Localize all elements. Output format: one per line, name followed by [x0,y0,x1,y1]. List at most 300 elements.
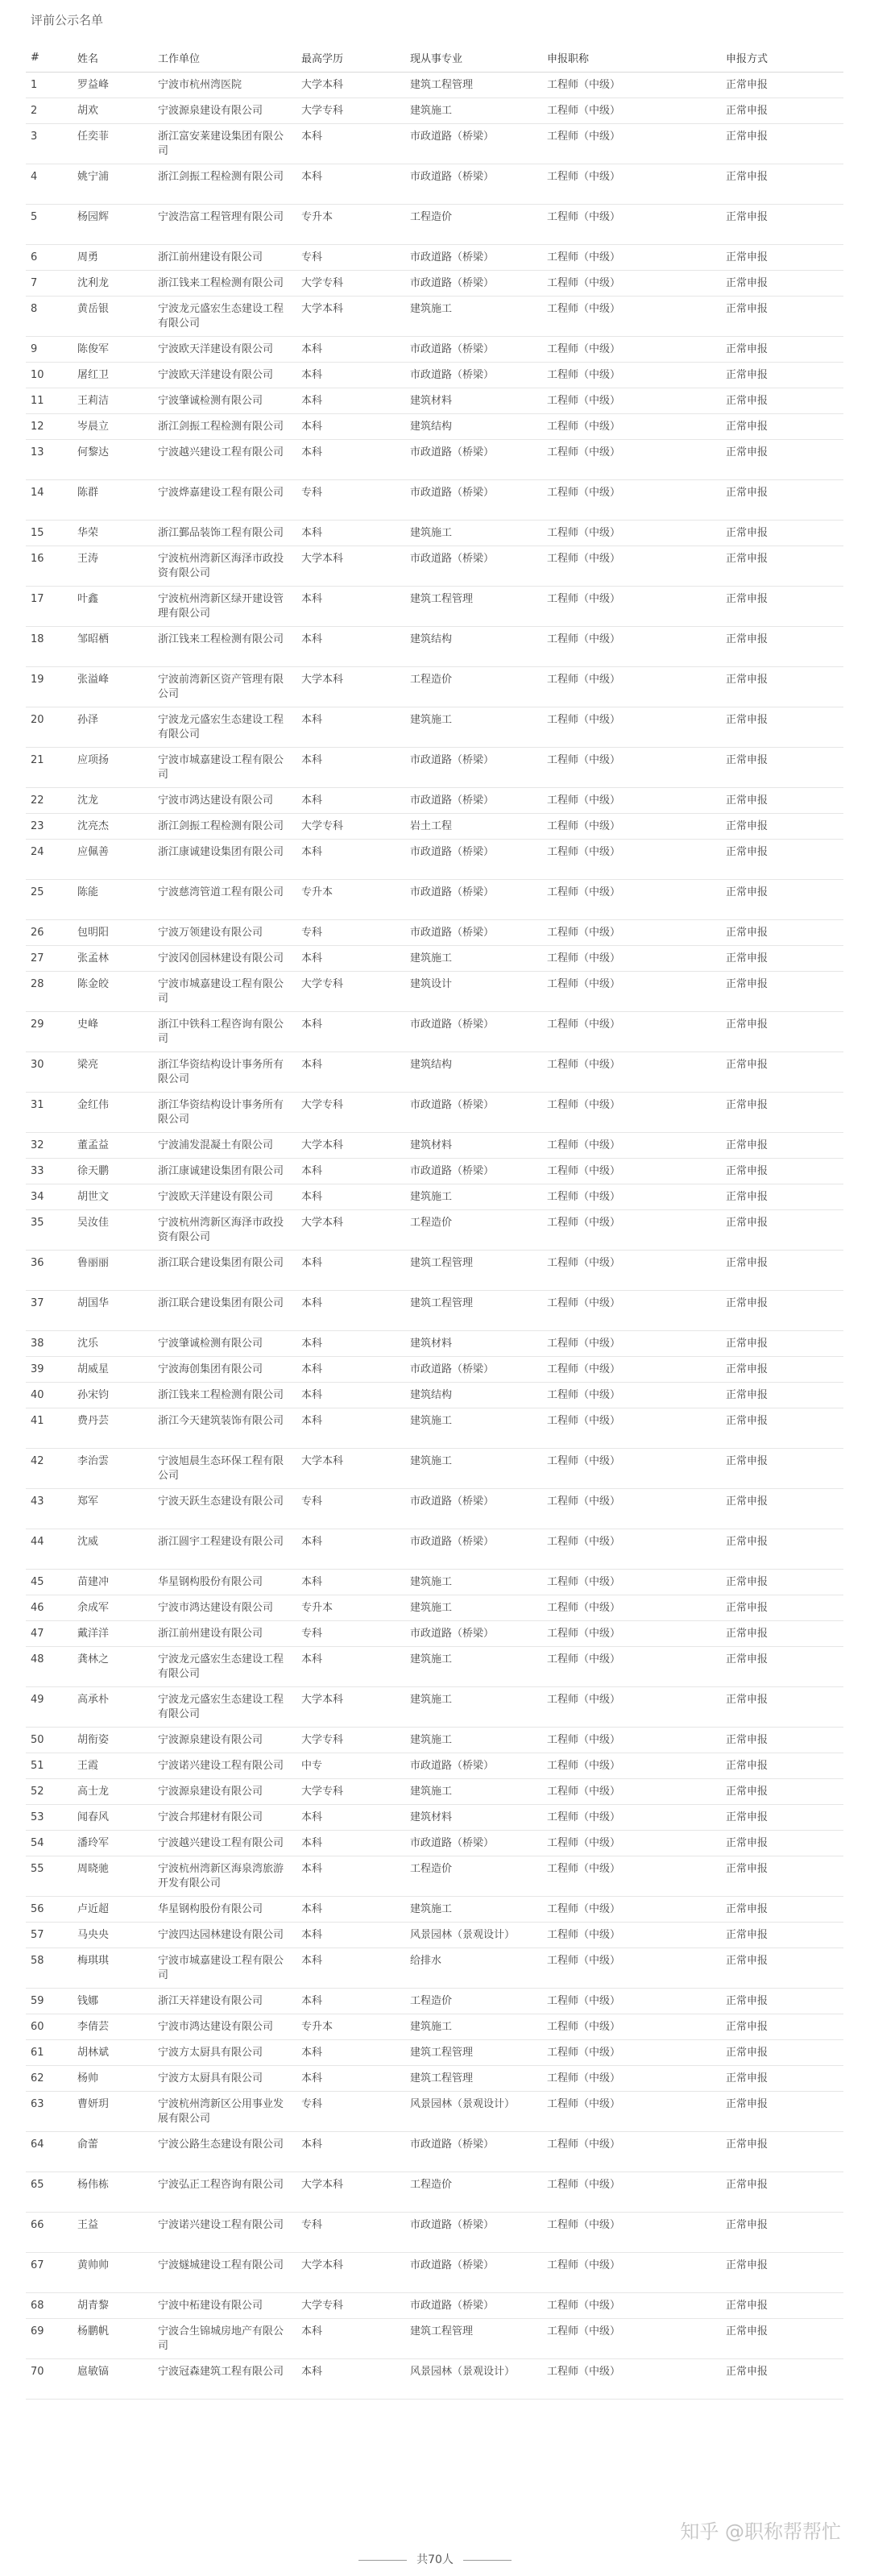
cell-employer: 宁波烨嘉建设工程有限公司 [153,480,296,521]
cell-title-applied: 工程师（中级） [542,2293,721,2319]
cell-specialty: 市政道路（桥梁） [405,164,542,205]
cell-name: 沈亮杰 [72,814,153,840]
cell-employer: 浙江剑振工程检测有限公司 [153,414,296,440]
table-row [26,546,843,587]
table-row [26,1728,843,1753]
cell-specialty: 建筑工程管理 [405,2066,542,2092]
cell-specialty: 建筑工程管理 [405,1291,542,1331]
cell-index: 47 [26,1621,72,1647]
cell-specialty: 风景园林（景观设计） [405,2359,542,2400]
cell-method: 正常申报 [721,73,843,98]
header-name: 姓名 [72,45,153,73]
cell-method: 正常申报 [721,1210,843,1251]
cell-index: 46 [26,1595,72,1621]
cell-title-applied: 工程师（中级） [542,1923,721,1948]
cell-name: 任奕菲 [72,124,153,164]
cell-education: 大学本科 [296,546,405,587]
cell-employer: 宁波越兴建设工程有限公司 [153,1831,296,1856]
cell-employer: 宁波方太厨具有限公司 [153,2066,296,2092]
cell-index: 30 [26,1052,72,1093]
cell-name: 周晓驰 [72,1856,153,1897]
table-row [26,1687,843,1728]
cell-employer: 浙江联合建设集团有限公司 [153,1251,296,1291]
cell-education: 本科 [296,2359,405,2400]
cell-specialty: 建筑施工 [405,1647,542,1687]
cell-method: 正常申报 [721,587,843,627]
cell-index: 43 [26,1489,72,1529]
cell-index: 28 [26,972,72,1012]
cell-index: 9 [26,337,72,363]
table-row [26,271,843,297]
cell-education: 本科 [296,1831,405,1856]
cell-education: 本科 [296,1291,405,1331]
cell-title-applied: 工程师（中级） [542,2132,721,2172]
cell-employer: 宁波诺兴建设工程有限公司 [153,2213,296,2253]
cell-name: 陈能 [72,880,153,920]
cell-method: 正常申报 [721,1621,843,1647]
cell-index: 5 [26,205,72,245]
cell-title-applied: 工程师（中级） [542,124,721,164]
cell-specialty: 市政道路（桥梁） [405,840,542,880]
table-row [26,1779,843,1805]
cell-index: 44 [26,1529,72,1570]
cell-employer: 宁波市城嘉建设工程有限公司 [153,972,296,1012]
table-row [26,1647,843,1687]
cell-education: 大学本科 [296,2172,405,2213]
cell-specialty: 风景园林（景观设计） [405,2092,542,2132]
cell-education: 大学专科 [296,814,405,840]
cell-employer: 浙江鄞品装饰工程有限公司 [153,521,296,546]
cell-name: 闻春风 [72,1805,153,1831]
cell-title-applied: 工程师（中级） [542,297,721,337]
cell-index: 58 [26,1948,72,1989]
cell-method: 正常申报 [721,2014,843,2040]
table-row [26,337,843,363]
cell-name: 李倩芸 [72,2014,153,2040]
cell-specialty: 市政道路（桥梁） [405,1621,542,1647]
cell-education: 本科 [296,1383,405,1408]
cell-specialty: 市政道路（桥梁） [405,1093,542,1133]
cell-employer: 宁波越兴建设工程有限公司 [153,440,296,480]
table-row [26,2092,843,2132]
cell-name: 应项扬 [72,748,153,788]
cell-index: 20 [26,707,72,748]
table-row [26,840,843,880]
table-row [26,1331,843,1357]
cell-title-applied: 工程师（中级） [542,1489,721,1529]
cell-method: 正常申报 [721,1948,843,1989]
cell-employer: 宁波市鸿达建设有限公司 [153,1595,296,1621]
cell-name: 沈乐 [72,1331,153,1357]
cell-index: 8 [26,297,72,337]
cell-name: 鲁丽丽 [72,1251,153,1291]
cell-specialty: 建筑施工 [405,1570,542,1595]
cell-name: 曹妍玥 [72,2092,153,2132]
cell-title-applied: 工程师（中级） [542,1595,721,1621]
cell-method: 正常申报 [721,1805,843,1831]
cell-education: 大学本科 [296,667,405,707]
cell-index: 19 [26,667,72,707]
cell-specialty: 市政道路（桥梁） [405,1529,542,1570]
cell-education: 本科 [296,414,405,440]
cell-index: 64 [26,2132,72,2172]
cell-specialty: 工程造价 [405,205,542,245]
cell-name: 何黎达 [72,440,153,480]
cell-title-applied: 工程师（中级） [542,1357,721,1383]
cell-method: 正常申报 [721,245,843,271]
cell-name: 高士龙 [72,1779,153,1805]
cell-title-applied: 工程师（中级） [542,1331,721,1357]
table-row [26,363,843,388]
cell-index: 26 [26,920,72,946]
cell-specialty: 市政道路（桥梁） [405,363,542,388]
cell-method: 正常申报 [721,788,843,814]
cell-education: 大学本科 [296,73,405,98]
cell-title-applied: 工程师（中级） [542,414,721,440]
table-row [26,1897,843,1923]
cell-name: 张溢峰 [72,667,153,707]
cell-name: 杨园辉 [72,205,153,245]
table-row [26,98,843,124]
cell-title-applied: 工程师（中级） [542,1570,721,1595]
cell-title-applied: 工程师（中级） [542,880,721,920]
cell-title-applied: 工程师（中级） [542,972,721,1012]
cell-education: 专升本 [296,2014,405,2040]
cell-method: 正常申报 [721,1897,843,1923]
table-row [26,1805,843,1831]
cell-education: 专升本 [296,880,405,920]
cell-education: 本科 [296,2066,405,2092]
cell-specialty: 建筑施工 [405,946,542,972]
cell-education: 本科 [296,2319,405,2359]
cell-name: 应佩善 [72,840,153,880]
cell-title-applied: 工程师（中级） [542,2253,721,2293]
cell-title-applied: 工程师（中级） [542,2066,721,2092]
cell-education: 专升本 [296,205,405,245]
cell-employer: 宁波欧天洋建设有限公司 [153,1184,296,1210]
cell-index: 13 [26,440,72,480]
cell-name: 董孟益 [72,1133,153,1159]
cell-method: 正常申报 [721,2359,843,2400]
cell-employer: 宁波杭州湾新区海泽市政投资有限公司 [153,1210,296,1251]
cell-employer: 宁波冈创园林建设有限公司 [153,946,296,972]
header-row [26,45,843,73]
table-row [26,1856,843,1897]
cell-name: 王霞 [72,1753,153,1779]
cell-name: 张孟林 [72,946,153,972]
cell-specialty: 建筑施工 [405,1595,542,1621]
cell-title-applied: 工程师（中级） [542,1133,721,1159]
cell-index: 17 [26,587,72,627]
cell-index: 29 [26,1012,72,1052]
cell-specialty: 建筑结构 [405,1383,542,1408]
cell-title-applied: 工程师（中级） [542,1728,721,1753]
table-row [26,2359,843,2400]
cell-title-applied: 工程师（中级） [542,1408,721,1449]
cell-index: 69 [26,2319,72,2359]
cell-method: 正常申报 [721,2213,843,2253]
cell-title-applied: 工程师（中级） [542,1779,721,1805]
cell-education: 大学专科 [296,1093,405,1133]
table-row [26,814,843,840]
table-row [26,2172,843,2213]
cell-specialty: 建筑材料 [405,1331,542,1357]
table-row [26,388,843,414]
cell-name: 沈龙 [72,788,153,814]
cell-method: 正常申报 [721,1184,843,1210]
cell-method: 正常申报 [721,1856,843,1897]
cell-employer: 宁波源泉建设有限公司 [153,98,296,124]
cell-employer: 浙江钱来工程检测有限公司 [153,627,296,667]
cell-title-applied: 工程师（中级） [542,1687,721,1728]
cell-title-applied: 工程师（中级） [542,73,721,98]
cell-education: 本科 [296,2040,405,2066]
header-method: 申报方式 [721,45,843,73]
table-row [26,2293,843,2319]
cell-specialty: 建筑施工 [405,1897,542,1923]
cell-title-applied: 工程师（中级） [542,2213,721,2253]
cell-employer: 宁波欧天洋建设有限公司 [153,363,296,388]
cell-employer: 宁波源泉建设有限公司 [153,1728,296,1753]
cell-method: 正常申报 [721,205,843,245]
cell-education: 大学本科 [296,297,405,337]
cell-employer: 宁波杭州湾新区绿开建设管理有限公司 [153,587,296,627]
cell-index: 21 [26,748,72,788]
cell-index: 33 [26,1159,72,1184]
cell-employer: 华星钢构股份有限公司 [153,1897,296,1923]
table-row [26,73,843,98]
cell-method: 正常申报 [721,1923,843,1948]
cell-name: 杨鹏帆 [72,2319,153,2359]
cell-method: 正常申报 [721,1052,843,1093]
header-employer: 工作单位 [153,45,296,73]
cell-specialty: 市政道路（桥梁） [405,440,542,480]
cell-method: 正常申报 [721,1331,843,1357]
cell-title-applied: 工程师（中级） [542,814,721,840]
cell-index: 12 [26,414,72,440]
cell-employer: 宁波合生锦城房地产有限公司 [153,2319,296,2359]
table-row [26,521,843,546]
cell-title-applied: 工程师（中级） [542,1831,721,1856]
cell-employer: 宁波四达园林建设有限公司 [153,1923,296,1948]
cell-employer: 浙江剑振工程检测有限公司 [153,164,296,205]
cell-employer: 浙江今天建筑装饰有限公司 [153,1408,296,1449]
cell-employer: 宁波龙元盛宏生态建设工程有限公司 [153,297,296,337]
cell-title-applied: 工程师（中级） [542,1753,721,1779]
cell-education: 专科 [296,2092,405,2132]
cell-method: 正常申报 [721,1595,843,1621]
cell-index: 4 [26,164,72,205]
cell-method: 正常申报 [721,627,843,667]
cell-specialty: 建筑结构 [405,414,542,440]
cell-index: 31 [26,1093,72,1133]
cell-title-applied: 工程师（中级） [542,1856,721,1897]
cell-education: 专科 [296,480,405,521]
cell-index: 7 [26,271,72,297]
cell-education: 本科 [296,363,405,388]
cell-name: 胡青黎 [72,2293,153,2319]
cell-employer: 浙江华资结构设计事务所有限公司 [153,1052,296,1093]
cell-title-applied: 工程师（中级） [542,1012,721,1052]
cell-method: 正常申报 [721,1408,843,1449]
table-row [26,2014,843,2040]
cell-specialty: 建筑施工 [405,1184,542,1210]
cell-education: 本科 [296,1948,405,1989]
cell-specialty: 工程造价 [405,1856,542,1897]
cell-specialty: 建筑施工 [405,1449,542,1489]
cell-employer: 宁波浦发混凝土有限公司 [153,1133,296,1159]
table-row [26,440,843,480]
cell-specialty: 市政道路（桥梁） [405,245,542,271]
cell-method: 正常申报 [721,124,843,164]
cell-employer: 浙江圆宇工程建设有限公司 [153,1529,296,1570]
cell-specialty: 市政道路（桥梁） [405,546,542,587]
cell-employer: 宁波市鸿达建设有限公司 [153,2014,296,2040]
cell-method: 正常申报 [721,946,843,972]
cell-specialty: 市政道路（桥梁） [405,1012,542,1052]
cell-title-applied: 工程师（中级） [542,337,721,363]
cell-employer: 浙江富安莱建设集团有限公司 [153,124,296,164]
table-row [26,205,843,245]
table-row [26,1831,843,1856]
cell-specialty: 建筑工程管理 [405,2319,542,2359]
cell-education: 专科 [296,245,405,271]
cell-index: 51 [26,1753,72,1779]
cell-title-applied: 工程师（中级） [542,707,721,748]
cell-employer: 宁波方太厨具有限公司 [153,2040,296,2066]
cell-title-applied: 工程师（中级） [542,1291,721,1331]
cell-method: 正常申报 [721,1093,843,1133]
cell-name: 胡欢 [72,98,153,124]
cell-name: 扈敏镐 [72,2359,153,2400]
cell-specialty: 工程造价 [405,2172,542,2213]
cell-name: 陈群 [72,480,153,521]
cell-title-applied: 工程师（中级） [542,521,721,546]
cell-name: 孙宋钧 [72,1383,153,1408]
cell-employer: 浙江康诚建设集团有限公司 [153,1159,296,1184]
table-row [26,1449,843,1489]
cell-name: 史峰 [72,1012,153,1052]
cell-specialty: 市政道路（桥梁） [405,1489,542,1529]
cell-method: 正常申报 [721,1779,843,1805]
table-row [26,1093,843,1133]
cell-specialty: 建筑工程管理 [405,1251,542,1291]
cell-employer: 宁波源泉建设有限公司 [153,1779,296,1805]
cell-employer: 宁波肇诚检测有限公司 [153,1331,296,1357]
cell-index: 32 [26,1133,72,1159]
cell-name: 苗建冲 [72,1570,153,1595]
cell-method: 正常申报 [721,1449,843,1489]
cell-method: 正常申报 [721,2066,843,2092]
cell-name: 沈威 [72,1529,153,1570]
table-row [26,124,843,164]
cell-index: 23 [26,814,72,840]
cell-title-applied: 工程师（中级） [542,271,721,297]
cell-education: 专科 [296,2213,405,2253]
cell-name: 姚宁浦 [72,164,153,205]
cell-education: 大学本科 [296,1210,405,1251]
cell-employer: 宁波公路生态建设有限公司 [153,2132,296,2172]
cell-title-applied: 工程师（中级） [542,2092,721,2132]
cell-index: 39 [26,1357,72,1383]
cell-specialty: 市政道路（桥梁） [405,1831,542,1856]
cell-employer: 浙江前州建设有限公司 [153,245,296,271]
cell-specialty: 建筑工程管理 [405,73,542,98]
cell-title-applied: 工程师（中级） [542,788,721,814]
cell-name: 黄岳银 [72,297,153,337]
cell-name: 费丹芸 [72,1408,153,1449]
cell-education: 大学专科 [296,1779,405,1805]
cell-specialty: 市政道路（桥梁） [405,1159,542,1184]
cell-title-applied: 工程师（中级） [542,1529,721,1570]
cell-specialty: 市政道路（桥梁） [405,2293,542,2319]
cell-index: 34 [26,1184,72,1210]
cell-method: 正常申报 [721,1133,843,1159]
table-row [26,1621,843,1647]
cell-title-applied: 工程师（中级） [542,748,721,788]
table-header [26,45,843,73]
cell-index: 66 [26,2213,72,2253]
cell-education: 本科 [296,1897,405,1923]
table-row [26,1408,843,1449]
cell-education: 本科 [296,627,405,667]
cell-method: 正常申报 [721,2293,843,2319]
cell-method: 正常申报 [721,480,843,521]
cell-name: 陈俊军 [72,337,153,363]
cell-method: 正常申报 [721,972,843,1012]
table-row [26,1210,843,1251]
table-row [26,1383,843,1408]
cell-education: 本科 [296,788,405,814]
table-row [26,1489,843,1529]
cell-title-applied: 工程师（中级） [542,205,721,245]
cell-method: 正常申报 [721,1647,843,1687]
cell-specialty: 工程造价 [405,667,542,707]
cell-education: 大学专科 [296,1728,405,1753]
cell-education: 本科 [296,1647,405,1687]
cell-index: 22 [26,788,72,814]
cell-method: 正常申报 [721,707,843,748]
cell-title-applied: 工程师（中级） [542,627,721,667]
cell-index: 25 [26,880,72,920]
cell-employer: 宁波市城嘉建设工程有限公司 [153,1948,296,1989]
cell-title-applied: 工程师（中级） [542,1383,721,1408]
cell-employer: 宁波市城嘉建设工程有限公司 [153,748,296,788]
cell-employer: 宁波龙元盛宏生态建设工程有限公司 [153,1687,296,1728]
cell-index: 61 [26,2040,72,2066]
cell-index: 56 [26,1897,72,1923]
cell-employer: 浙江钱来工程检测有限公司 [153,271,296,297]
cell-specialty: 市政道路（桥梁） [405,337,542,363]
cell-index: 60 [26,2014,72,2040]
cell-education: 本科 [296,1989,405,2014]
cell-specialty: 建筑材料 [405,1133,542,1159]
cell-name: 卢近超 [72,1897,153,1923]
cell-method: 正常申报 [721,363,843,388]
cell-specialty: 建筑施工 [405,1779,542,1805]
cell-education: 本科 [296,1529,405,1570]
cell-method: 正常申报 [721,414,843,440]
table-row [26,2253,843,2293]
cell-name: 胡衔姿 [72,1728,153,1753]
cell-title-applied: 工程师（中级） [542,1621,721,1647]
cell-title-applied: 工程师（中级） [542,587,721,627]
cell-specialty: 市政道路（桥梁） [405,880,542,920]
cell-employer: 宁波浩富工程管理有限公司 [153,205,296,245]
cell-employer: 宁波旭晨生态环保工程有限公司 [153,1449,296,1489]
cell-specialty: 市政道路（桥梁） [405,788,542,814]
cell-index: 57 [26,1923,72,1948]
